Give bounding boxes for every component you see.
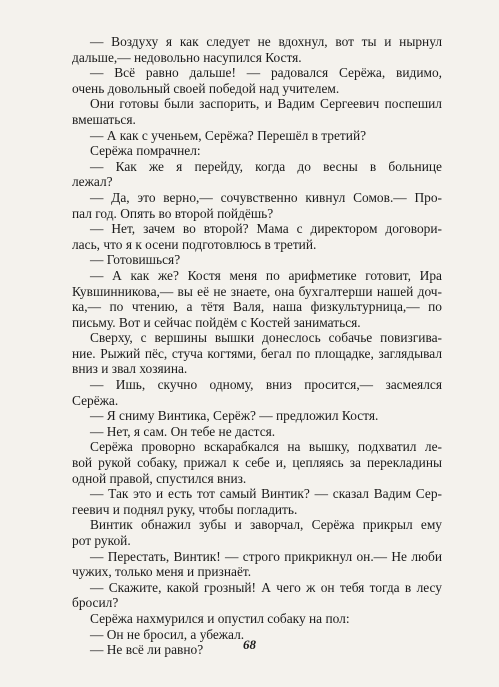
text-line: письму. Вот и сейчас пойдём с Костей заниматься.: [72, 314, 361, 330]
text-line: — Так это и есть тот самый Винтик? — сказал Вадим Сер-: [90, 486, 442, 502]
text-line: вой рукой собаку, прижал к себе и, цепляясь за перекладины: [72, 455, 442, 471]
text-line: — Как же я перейду, когда до весны в больнице: [90, 158, 442, 174]
text-line: ка,— по чтению, а тётя Валя, наша физкультурница,— по: [72, 299, 442, 315]
text-line: — Нет, зачем во второй? Мама с директором договори-: [90, 221, 442, 237]
text-line: лась, что я к осени подготовлюсь в третий.: [72, 236, 317, 252]
text-line: — Ишь, скучно одному, вниз просится,— засмеялся: [90, 377, 442, 393]
text-line: чужих, только меня и признаёт.: [72, 564, 252, 580]
text-line: — Да, это верно,— сочувственно кивнул Сомов.— Про-: [90, 189, 442, 205]
text-line: вмешаться.: [72, 111, 136, 127]
text-line: — Воздуху я как следует не вдохнул, вот ты и нырнул: [90, 34, 442, 49]
text-line: бросил?: [72, 595, 119, 611]
text-line: Серёжа проворно вскарабкался на вышку, подхватил ле-: [90, 439, 442, 455]
text-line: дальше,— недовольно насупился Костя.: [72, 49, 302, 65]
text-line: Сверху, с вершины вышки донеслось собачье повизгива-: [90, 330, 442, 346]
text-line: пал год. Опять во второй пойдёшь?: [72, 205, 274, 221]
text-line: Серёжа нахмурился и опустил собаку на пол:: [90, 610, 350, 626]
text-line: — Не всё ли равно?: [90, 642, 204, 658]
page-text: [72, 34, 442, 658]
text-line: геевич и поднял руку, чтобы погладить.: [72, 501, 298, 517]
text-line: — Готовишься?: [90, 252, 181, 268]
text-line: Серёжа помрачнел:: [90, 143, 201, 159]
text-line: Серёжа.: [72, 392, 119, 408]
text-line: — Я сниму Винтика, Серёж? — предложил Костя.: [90, 408, 379, 424]
text-line: — Всё равно дальше! — радовался Серёжа, видимо,: [90, 65, 442, 81]
text-line: вниз и звал хозяина.: [72, 361, 188, 377]
text-line: — Скажите, какой грозный! А чего ж он тебя тогда в лесу: [90, 579, 442, 595]
text-line: — Нет, я сам. Он тебе не дастся.: [90, 423, 276, 439]
text-line: — Он не бросил, а убежал.: [90, 626, 245, 642]
text-line: Кувшинникова,— вы её не знаете, она бухгалтерши нашей доч-: [72, 283, 442, 299]
text-line: ние. Рыжий пёс, стуча когтями, бегал по площадке, заглядывал: [72, 345, 442, 361]
text-line: лежал?: [72, 174, 113, 190]
text-line: Винтик обнажил зубы и заворчал, Серёжа прикрыл ему: [90, 517, 442, 533]
text-line: одной правой, спустился вниз.: [72, 470, 247, 486]
page-number: 68: [243, 637, 256, 652]
text-line: очень довольный своей победой над учителем.: [72, 80, 340, 96]
text-line: — А как же? Костя меня по арифметике готовит, Ира: [90, 267, 442, 283]
text-line: Они готовы были заспорить, и Вадим Сергеевич поспешил: [90, 96, 442, 112]
text-line: — Перестать, Винтик! — строго прикрикнул он.— Не люби: [90, 548, 442, 564]
text-line: — А как с ученьем, Серёжа? Перешёл в третий?: [90, 127, 367, 143]
text-line: рот рукой.: [72, 533, 131, 548]
